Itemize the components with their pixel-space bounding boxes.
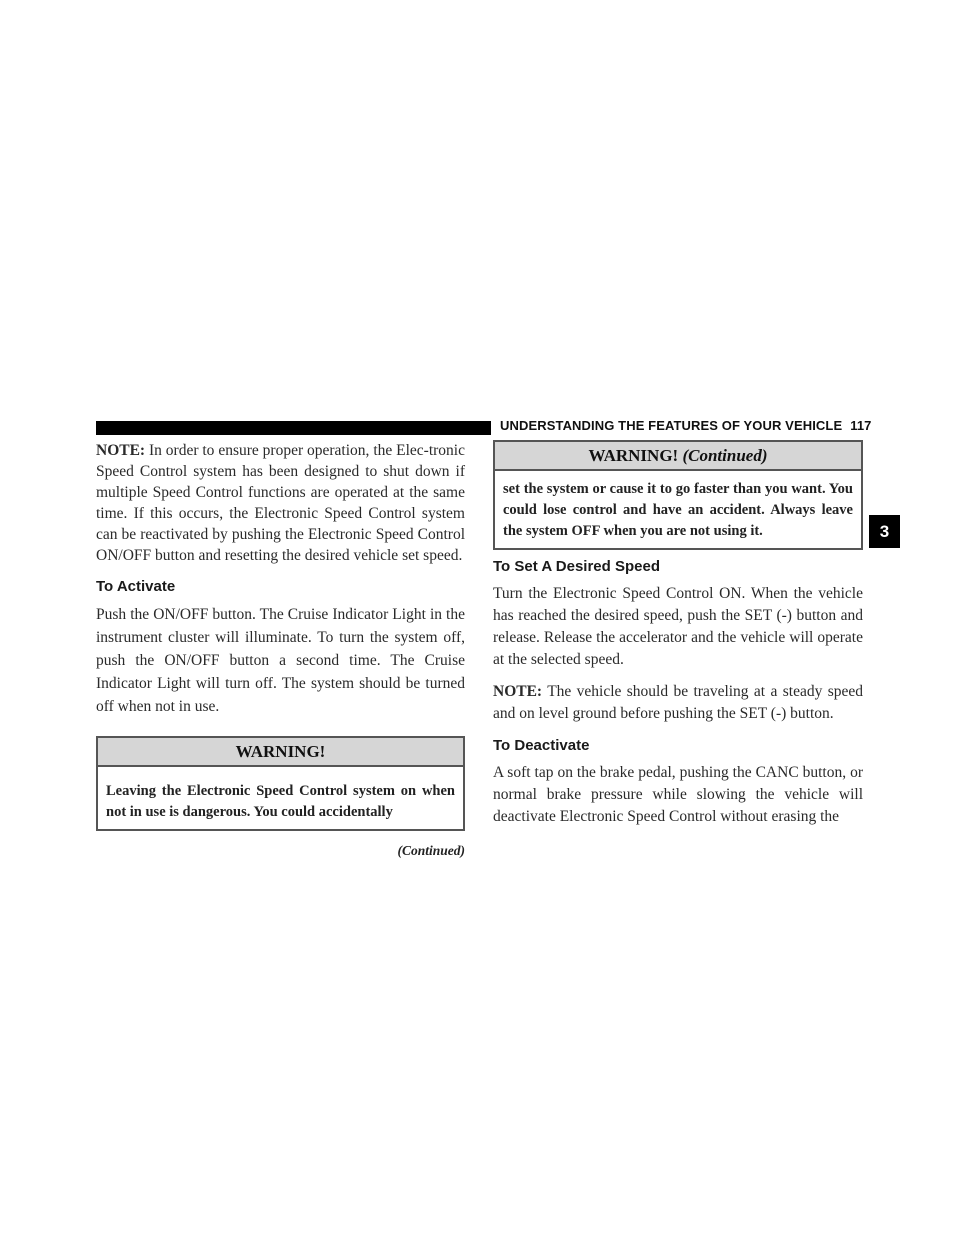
note-text-right: The vehicle should be traveling at a steady speed and on level ground before pushing the SET (-) button. xyxy=(493,683,863,722)
activate-paragraph: Push the ON/OFF button. The Cruise Indicator Light in the instrument cluster will illuminate. To turn the system off, push the ON/OFF button a second time. The Cruise Indicator Light will turn off. The system should be turned off when not in use. xyxy=(96,606,465,715)
right-column xyxy=(493,440,863,828)
note-paragraph-right xyxy=(493,681,863,725)
note-text: In order to ensure proper operation, the Elec-tronic Speed Control system has been designed to shut down if multiple Speed Control functions are operated at the same time. If this occurs, the Electronic Speed Control system can be reactivated by pushing the Electronic Speed Control ON/OFF button and resetting the desired vehicle set speed. xyxy=(96,442,465,564)
header-rule xyxy=(96,421,491,435)
warning-text-continued: set the system or cause it to go faster than you want. You could lose control and have an accident. Always leave the system OFF when you are not using it. xyxy=(503,481,853,539)
header-title: UNDERSTANDING THE FEATURES OF YOUR VEHICLE xyxy=(500,418,843,433)
note-paragraph xyxy=(96,440,465,566)
warning-title-continued xyxy=(495,442,861,471)
warning-box-continued xyxy=(493,440,863,550)
warning-continued-label: (Continued) xyxy=(682,446,768,465)
left-column xyxy=(96,440,465,859)
running-header xyxy=(500,418,872,433)
set-speed-paragraph: Turn the Electronic Speed Control ON. When the vehicle has reached the desired speed, push the SET (-) button and release. Release the accelerator and the vehicle will operate at the selected speed. xyxy=(493,585,863,668)
warning-title: WARNING! xyxy=(98,738,463,767)
heading-to-activate: To Activate xyxy=(96,578,176,595)
heading-to-deactivate: To Deactivate xyxy=(493,737,590,754)
note-label: NOTE: xyxy=(96,442,146,459)
heading-set-desired-speed: To Set A Desired Speed xyxy=(493,558,660,575)
warning-box xyxy=(96,736,465,831)
warning-title-text: WARNING! xyxy=(588,446,679,465)
warning-text: Leaving the Electronic Speed Control system on when not in use is dangerous. You could accidentally xyxy=(106,783,455,820)
continued-label: (Continued) xyxy=(397,843,465,858)
chapter-tab: 3 xyxy=(869,515,900,548)
deactivate-paragraph: A soft tap on the brake pedal, pushing the CANC button, or normal brake pressure while slowing the vehicle will deactivate Electronic Speed Control without erasing the xyxy=(493,764,863,825)
note-label-right: NOTE: xyxy=(493,683,543,700)
page-number: 117 xyxy=(850,418,872,433)
